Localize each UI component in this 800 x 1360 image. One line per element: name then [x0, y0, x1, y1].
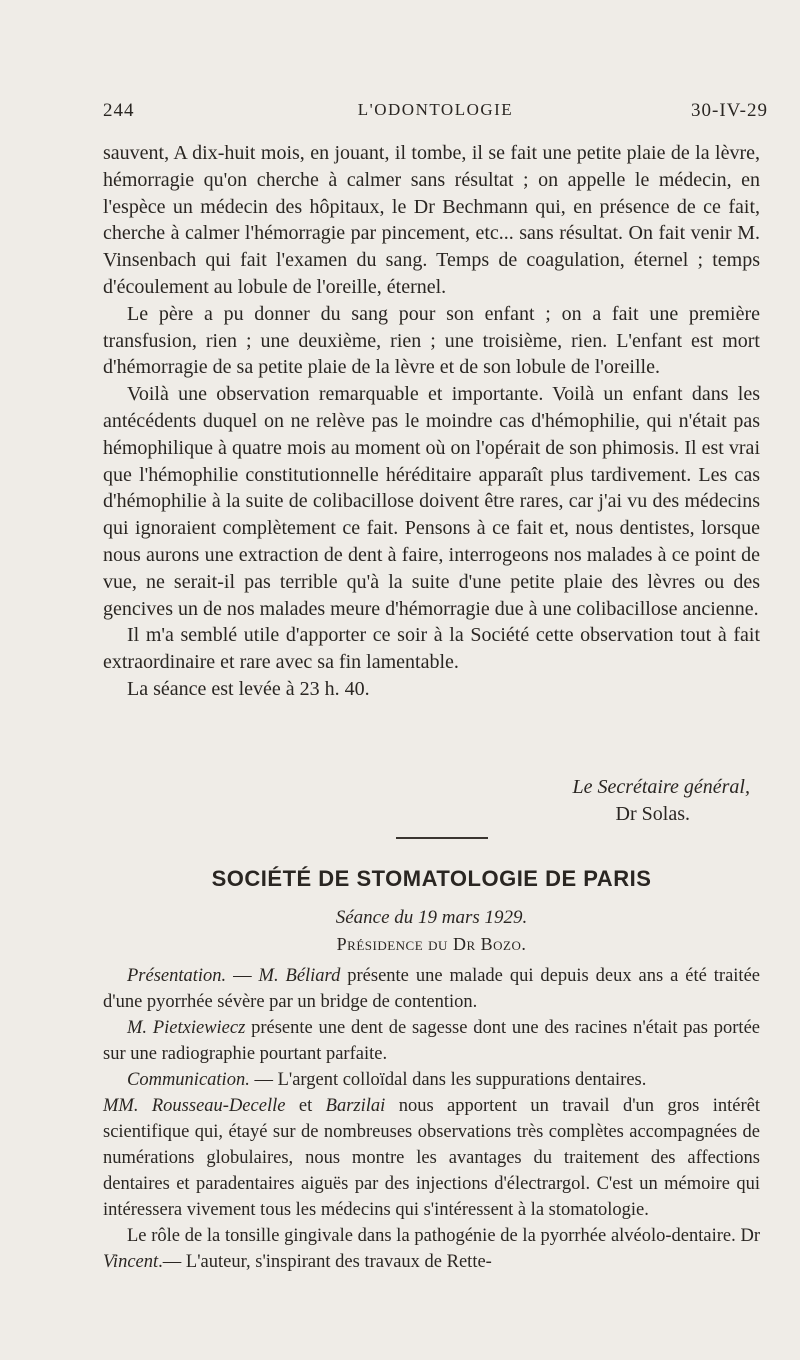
paragraph [103, 1067, 760, 1093]
paragraph [103, 963, 760, 1015]
section-divider [396, 837, 488, 839]
presentation-label: Présentation. [127, 966, 227, 986]
presidence-line: Présidence du Dr Bozo. [336, 934, 527, 954]
paragraph: sauvent, A dix-huit mois, en jouant, il tombe, il se fait une petite plaie de la lèvre, hémorragie qu'on cherche à calmer sans résultat ; on appelle le médecin, en l'espèce un médecin des hôpitaux, le Dr Bechmann qui, en présence de ce fait, cherche à calmer l'hémorragie par pincement, etc... sans résultat. On fait venir M. Vinsenbach qui fait l'examen du sang. Temps de coagulation, éternel ; temps d'écoulement au lobule de l'oreille, éternel. [103, 142, 760, 298]
signature-role: Le Secrétaire général, [572, 776, 750, 798]
paragraph-text: Le rôle de la tonsille gingivale dans la pathogénie de la pyorrhée alvéolo-dentaire. Dr [127, 1226, 760, 1246]
paragraph [103, 1093, 760, 1223]
section-title: SOCIÉTÉ DE STOMATOLOGIE DE PARIS [211, 866, 652, 891]
section-body [103, 963, 760, 1275]
author-name: Vincent [103, 1252, 159, 1272]
author-name: Rousseau-Decelle [151, 1096, 286, 1116]
paragraph-text: nous apportent un travail d'un gros intérêt scientifique qui, étayé sur de nombreuses observations très complètes accompagnées de numérations globulaires, nous montre les avantages du traitement des affections dentaires et paradentaires aiguës par des injections d'électrargol. C'est un mémoire qui intéressera vivement tous les médecins qui s'intéressent à la stomatologie. [103, 1096, 760, 1220]
issue-date: 30-IV-29 [691, 100, 768, 121]
author-name: M. Béliard [258, 966, 341, 986]
authors-prefix: MM. [103, 1096, 152, 1116]
paragraph: Le père a pu donner du sang pour son enfant ; on a fait une première transfusion, rien ; une deuxième, rien ; une troisième, rien. L'enfant est mort d'hémorragie de sa petite plaie de la lèvre et de son lobule de l'oreille. [103, 302, 760, 379]
paragraph: La séance est levée à 23 h. 40. [127, 677, 370, 700]
paragraph-text: présente une dent de sagesse dont une des racines n'était pas portée sur une radiographie pourtant parfaite. [103, 1018, 760, 1064]
session-date: Séance du 19 mars 1929. [335, 907, 528, 928]
paragraph-text: présente une malade qui depuis deux ans a été traitée d'une pyorrhée sévère par un bridge de contention. [103, 966, 760, 1012]
running-header [103, 100, 768, 130]
dash: — [226, 966, 259, 986]
author-name: M. Pietxiewiecz [127, 1018, 246, 1038]
running-title: L'ODONTOLOGIE [357, 100, 514, 119]
paragraph [103, 1015, 760, 1067]
signature-name: Dr Solas. [615, 803, 690, 825]
article-body [103, 140, 760, 703]
conjunction: et [285, 1096, 326, 1116]
paragraph-text: .— L'auteur, s'inspirant des travaux de Rette- [158, 1252, 492, 1272]
paragraph [103, 1223, 760, 1275]
author-name: Barzilai [325, 1096, 386, 1116]
paragraph-text: — L'argent colloïdal dans les suppurations dentaires. [249, 1070, 647, 1090]
paragraph: Voilà une observation remarquable et importante. Voilà un enfant dans les antécédents duquel on ne relève pas le moindre cas d'hémophilie, qui n'était pas hémophilique à quatre mois au moment où on l'opérait de son phimosis. Il est vrai que l'hémophilie constitutionnelle héréditaire apparaît plus tardivement. Les cas d'hémophilie à la suite de colibacillose doivent être rares, car j'ai vu des médecins qui ignoraient complètement ce fait. Pensons à ce fait et, nous dentistes, lorsque nous aurons une extraction de dent à faire, interrogeons nos malades à ce point de vue, ne serait-il pas terrible qu'à la suite d'une petite plaie des lèvres ou des gencives un de nos malades meure d'hémorragie due à une colibacillose ancienne. [103, 383, 760, 620]
paragraph: Il m'a semblé utile d'apporter ce soir à la Société cette observation tout à fait extraordinaire et rare avec sa fin lamentable. [103, 624, 760, 674]
communication-label: Communication. [127, 1070, 250, 1090]
page-number: 244 [103, 100, 135, 121]
